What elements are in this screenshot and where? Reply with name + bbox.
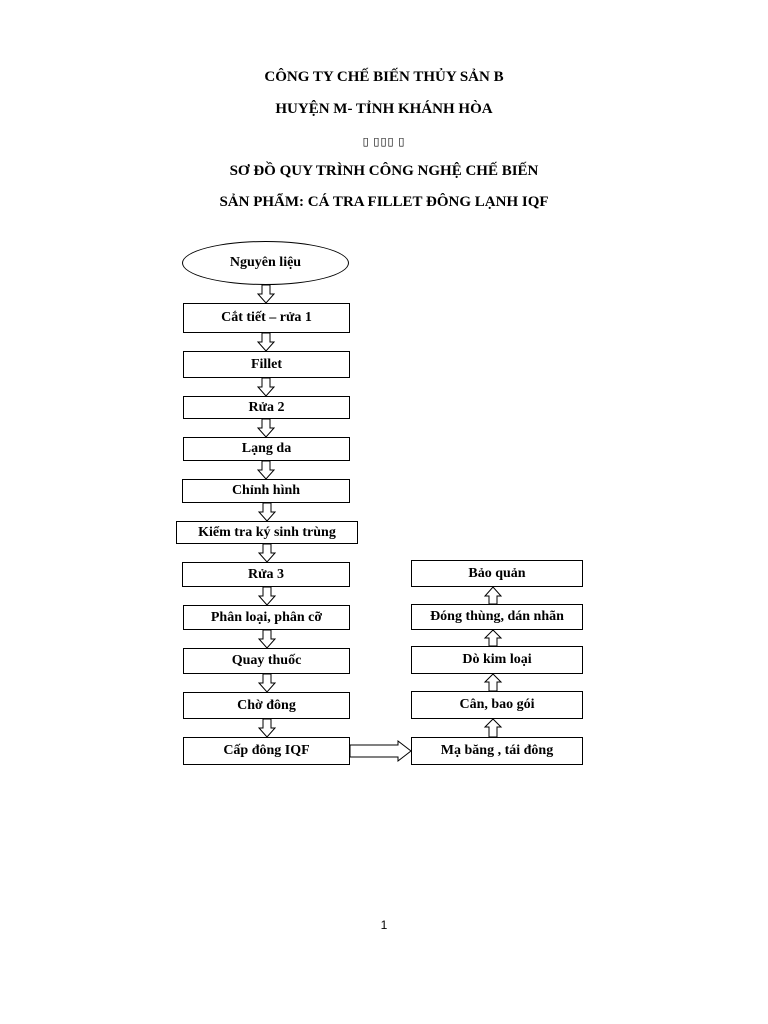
step-phan-loai-phan-co: Phân loại, phân cỡ (183, 605, 350, 630)
arrow-up (485, 674, 501, 691)
step-dong-thung-dan-nhan: Đóng thùng, dán nhãn (411, 604, 583, 630)
arrow-up (485, 630, 501, 646)
arrow-down (258, 285, 274, 303)
step-can-bao-goi: Cân, bao gói (411, 691, 583, 719)
diagram-title: SƠ ĐỒ QUY TRÌNH CÔNG NGHỆ CHẾ BIẾN (229, 163, 539, 179)
arrow-down (259, 544, 275, 562)
step-rua-3: Rửa 3 (182, 562, 350, 587)
step-cho-dong: Chờ đông (183, 692, 350, 719)
arrow-down (259, 587, 275, 605)
arrow-up (485, 587, 501, 604)
step-nguyen-lieu: Nguyên liệu (182, 241, 349, 285)
arrow-right (350, 741, 411, 761)
company-location: HUYỆN M- TỈNH KHÁNH HÒA (275, 101, 493, 117)
step-bao-quan: Bảo quản (411, 560, 583, 587)
arrow-down (259, 630, 275, 648)
arrow-down (259, 503, 275, 521)
ornament-divider: ▯ ▯▯▯ ▯ (362, 136, 406, 148)
arrow-up (485, 719, 501, 737)
arrow-down (258, 461, 274, 479)
company-name: CÔNG TY CHẾ BIẾN THỦY SẢN B (264, 69, 504, 85)
arrow-down (258, 333, 274, 351)
step-quay-thuoc: Quay thuốc (183, 648, 350, 674)
page-number: 1 (380, 918, 388, 932)
arrow-down (258, 419, 274, 437)
step-cap-dong-iqf: Cấp đông IQF (183, 737, 350, 765)
step-rua-2: Rửa 2 (183, 396, 350, 419)
step-kiem-tra-ky-sinh-trung: Kiểm tra ký sinh trùng (176, 521, 358, 544)
step-chinh-hinh: Chỉnh hình (182, 479, 350, 503)
step-cat-tiet-rua-1: Cắt tiết – rửa 1 (183, 303, 350, 333)
step-ma-bang-tai-dong: Mạ băng , tái đông (411, 737, 583, 765)
product-title: SẢN PHẨM: CÁ TRA FILLET ĐÔNG LẠNH IQF (219, 194, 549, 210)
arrow-down (259, 674, 275, 692)
step-fillet: Fillet (183, 351, 350, 378)
step-do-kim-loai: Dò kim loại (411, 646, 583, 674)
step-lang-da: Lạng da (183, 437, 350, 461)
arrow-down (258, 378, 274, 396)
arrow-down (259, 719, 275, 737)
